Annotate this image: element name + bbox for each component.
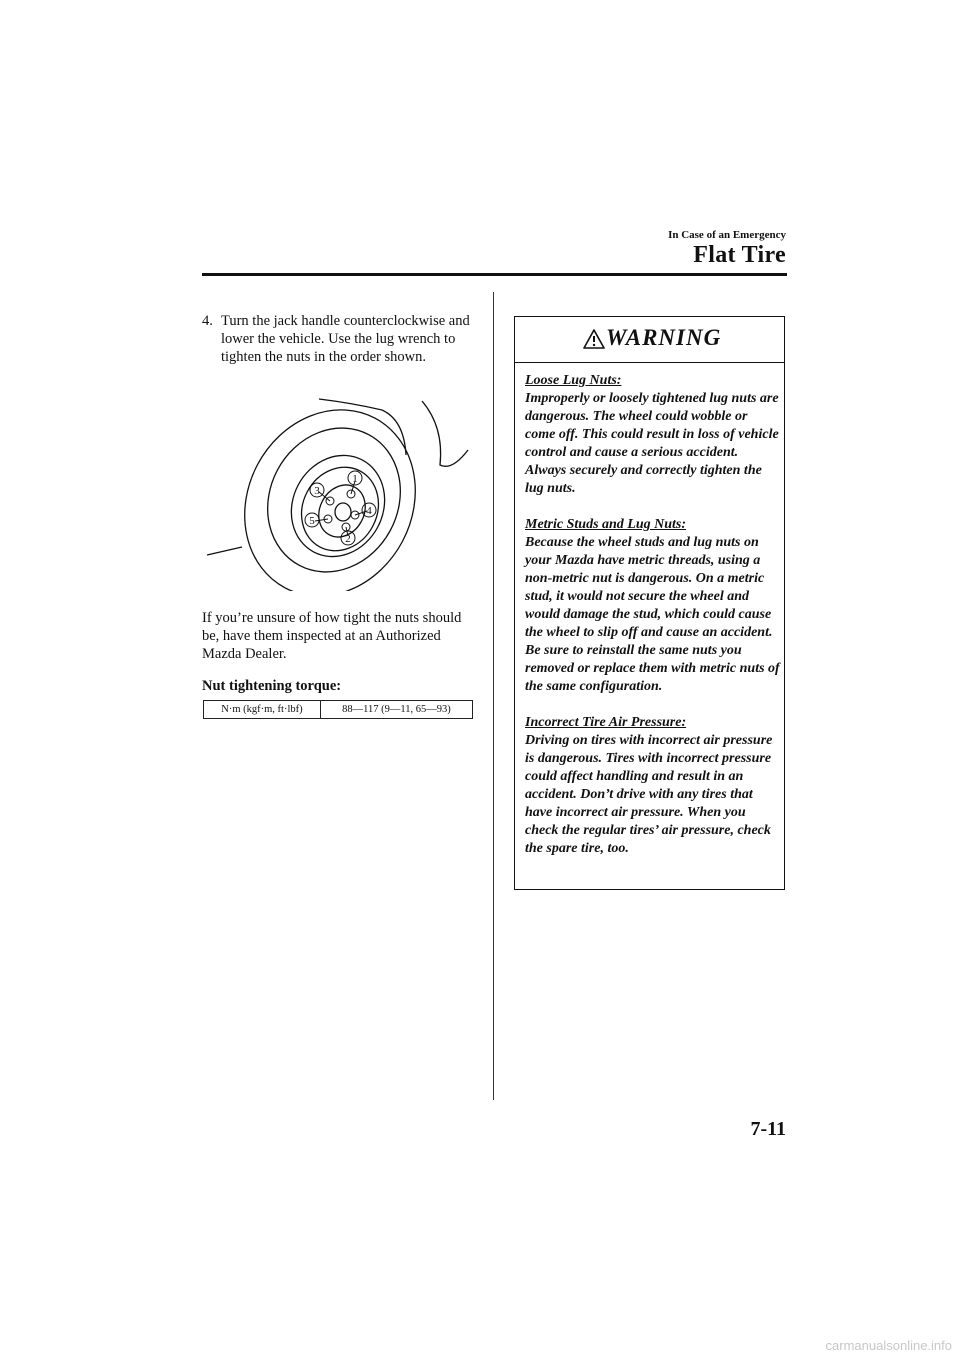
instruction-step (202, 312, 480, 366)
watermark: carmanualsonline.info (825, 1338, 952, 1353)
warning-triangle-icon (583, 328, 605, 350)
warning-section-title: Loose Lug Nuts: (525, 373, 622, 388)
torque-unit-cell: N·m (kgf·m, ft·lbf) (204, 701, 321, 719)
warning-header (515, 317, 784, 363)
warning-section-tire-pressure (525, 714, 781, 858)
lug-label-2: 2 (345, 533, 351, 545)
lug-label-5: 5 (309, 515, 315, 527)
dealer-note: If you’re unsure of how tight the nuts should be, have them inspected at an Authorized Mazda Dealer. (202, 610, 462, 662)
warning-section-text: Driving on tires with incorrect air pressure is dangerous. Tires with incorrect pressure could affect handling and result in an accident. Don’t drive with any tires that have incorrect air pressure. When you check the regular tires’ air pressure, check the spare tire, too. (525, 733, 773, 856)
warning-section-title: Incorrect Tire Air Pressure: (525, 715, 687, 730)
wheel-tightening-order-figure (202, 395, 474, 591)
warning-section-loose-lug-nuts (525, 372, 781, 498)
lug-label-4: 4 (366, 505, 372, 517)
lug-label-3: 3 (314, 485, 320, 497)
step-text: Turn the jack handle counterclockwise and lower the vehicle. Use the lug wrench to tighten the nuts in the order shown. (221, 313, 470, 365)
warning-section-text: Because the wheel studs and lug nuts on your Mazda have metric threads, using a non-metric nut is dangerous. On a metric stud, it would not secure the wheel and would damage the stud, which could cause the wheel to slip off and cause an accident. Be sure to reinstall the same nuts you removed or replace them with metric nuts of the same configuration. (525, 535, 780, 694)
lug-label-1: 1 (352, 473, 358, 485)
warning-section-title: Metric Studs and Lug Nuts: (525, 517, 687, 532)
step-number: 4. (202, 313, 213, 329)
torque-heading: Nut tightening torque: (202, 678, 342, 694)
column-divider (493, 292, 494, 1100)
warning-box (514, 316, 785, 890)
page-title: Flat Tire (693, 242, 786, 268)
table-row (204, 701, 473, 719)
section-label: In Case of an Emergency (668, 229, 786, 241)
warning-body (525, 372, 781, 858)
torque-value-cell: 88—117 (9—11, 65—93) (320, 701, 472, 719)
warning-section-metric-studs (525, 516, 781, 696)
header-rule (202, 273, 787, 276)
warning-section-text: Improperly or loosely tightened lug nuts are dangerous. The wheel could wobble or come off. This could result in loss of vehicle control and cause a serious accident. Always securely and correctly tighten the lug nuts. (525, 391, 779, 496)
warning-title: WARNING (606, 325, 722, 350)
torque-table (203, 700, 473, 719)
page-number: 7-11 (750, 1118, 786, 1140)
